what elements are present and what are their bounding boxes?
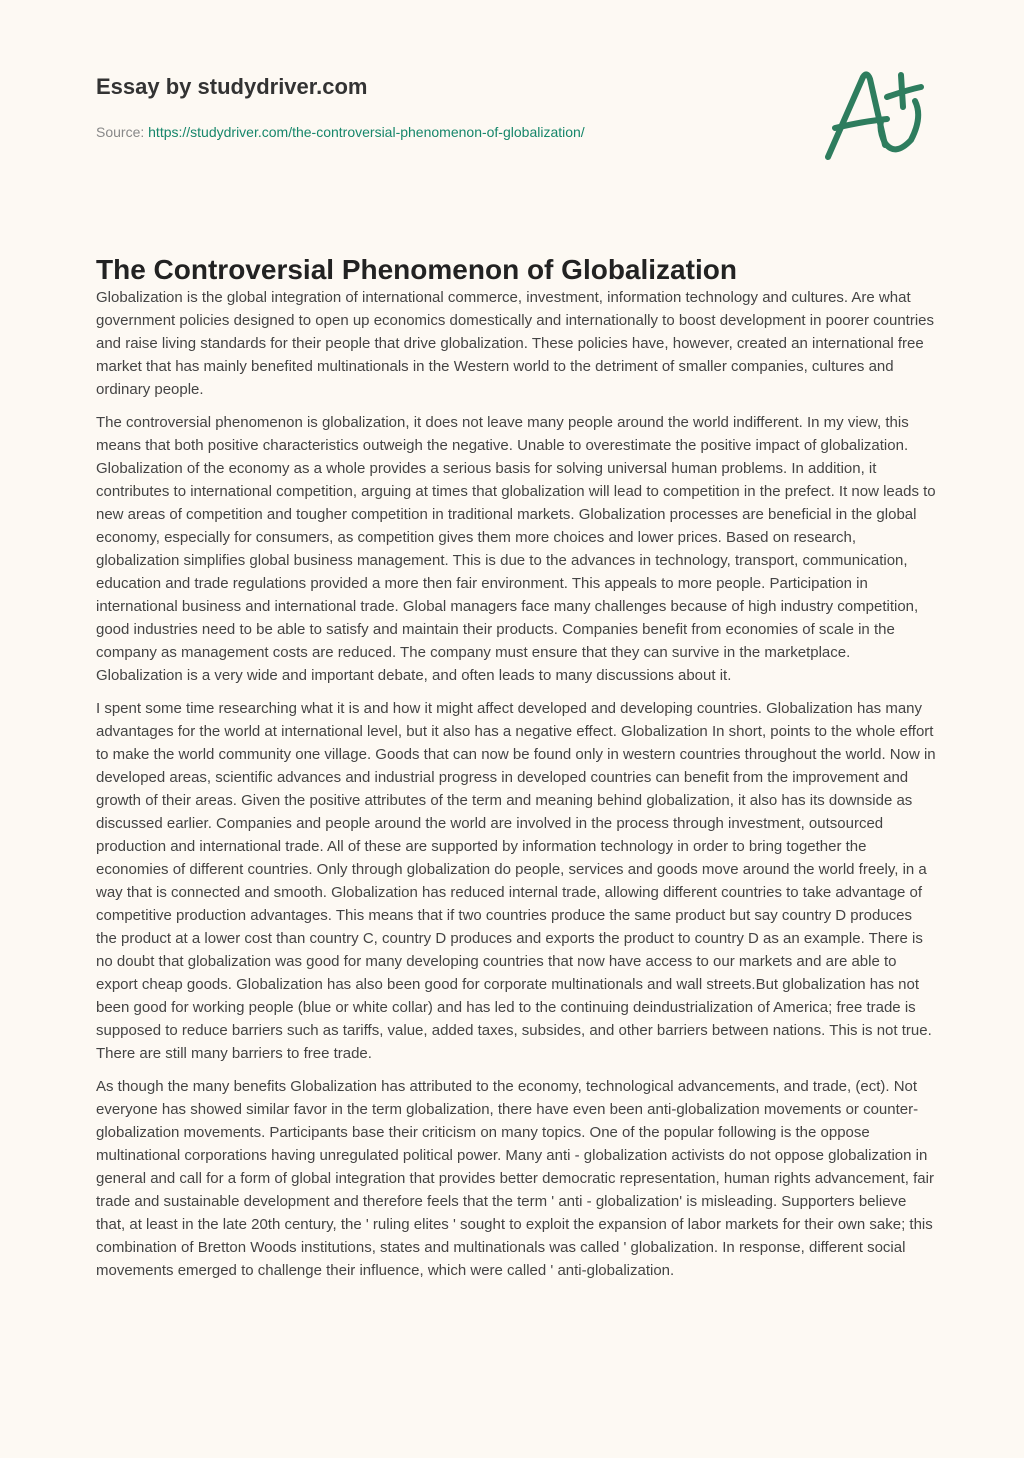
source-line [96, 124, 585, 140]
source-link[interactable]: https://studydriver.com/the-controversial-phenomenon-of-globalization/ [148, 124, 585, 140]
essay-paragraph: I spent some time researching what it is and how it might affect developed and developing countries. Globalization has many advantages for the world at international level, but it also has a negative effect. Globalization In short, points to the whole effort to make the world community one village. Goods that can now be found only in western countries throughout the world. Now in developed areas, scientific advances and industrial progress in developed countries can benefit from the improvement and growth of their areas. Given the positive attributes of the term and meaning behind globalization, it also has its downside as discussed earlier. Companies and people around the world are involved in the process through investment, outsourced production and international trade. All of these are supported by information technology in order to bring together the economies of different countries. Only through globalization do people, services and goods move around the world freely, in a way that is connected and smooth. Globalization has reduced internal trade, allowing different countries to take advantage of competitive production advantages. This means that if two countries produce the same product but say country D produces the product at a lower cost than country C, country D produces and exports the product to country D as an example. There is no doubt that globalization was good for many developing countries that now have access to our markets and are able to export cheap goods. Globalization has also been good for corporate multinationals and wall streets.But globalization has not been good for working people (blue or white collar) and has led to the continuing deindustrialization of America; free trade is supposed to reduce barriers such as tariffs, value, added taxes, subsides, and other barriers between nations. This is not true. There are still many barriers to free trade. [96, 700, 936, 1062]
a-plus-logo-icon [815, 45, 935, 165]
site-title: Essay by studydriver.com [96, 74, 368, 99]
essay-paragraph: The controversial phenomenon is globalization, it does not leave many people around the world indifferent. In my view, this means that both positive characteristics outweigh the negative. Unable to overestimate the positive impact of globalization. Globalization of the economy as a whole provides a serious basis for solving universal human problems. In addition, it contributes to international competition, arguing at times that globalization will lead to competition in the prefect. It now leads to new areas of competition and tougher competition in traditional markets. Globalization processes are beneficial in the global economy, especially for consumers, as competition gives them more choices and lower prices. Based on research, globalization simplifies global business management. This is due to the advances in technology, transport, communication, education and trade regulations provided a more then fair environment. This appeals to more people. Participation in international business and international trade. Global managers face many challenges because of high industry competition, good industries need to be able to satisfy and maintain their products. Companies benefit from economies of scale in the company as management costs are reduced. The company must ensure that they can survive in the marketplace. Globalization is a very wide and important debate, and often leads to many discussions about it. [96, 414, 936, 684]
essay-paragraph: Globalization is the global integration of international commerce, investment, information technology and cultures. Are what government policies designed to open up economics domestically and internationally to boost development in poorer countries and raise living standards for their people that drive globalization. These policies have, however, created an international free market that has mainly benefited multinationals in the Western world to the detriment of smaller companies, cultures and ordinary people. [96, 289, 935, 398]
source-label: Source: [96, 124, 145, 140]
essay-paragraph: As though the many benefits Globalization has attributed to the economy, technological advancements, and trade, (ect). Not everyone has showed similar favor in the term globalization, there have even been anti-globalization movements or counter- globalization movements. Participants base their criticism on many topics. One of the popular following is the oppose multinational corporations having unregulated political power. Many anti - globalization activists do not oppose globalization in general and call for a form of global integration that provides better democratic representation, human rights advancement, fair trade and sustainable development and therefore feels that the term ' anti - globalization' is misleading. Supporters believe that, at least in the late 20th century, the ' ruling elites ' sought to exploit the expansion of labor markets for their own sake; this combination of Bretton Woods institutions, states and multinationals was called ' globalization. In response, different social movements emerged to challenge their influence, which were called ' anti-globalization. [96, 1078, 934, 1279]
essay-title: The Controversial Phenomenon of Globalization [96, 254, 737, 285]
essay-body [96, 286, 936, 1292]
